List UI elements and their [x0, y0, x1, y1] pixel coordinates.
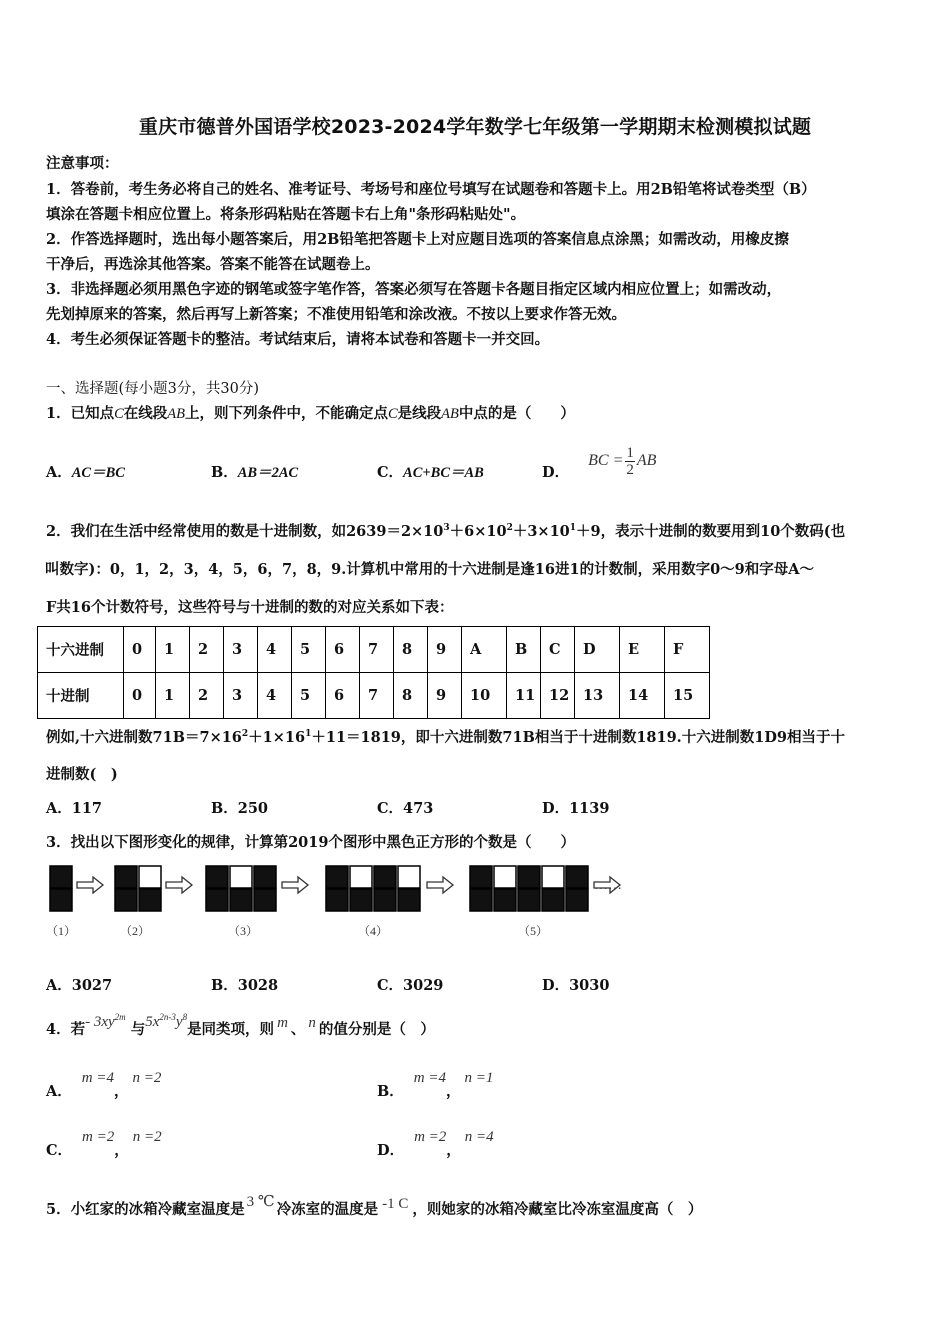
table-cell: 3 — [224, 627, 258, 673]
question-2-line: 2．我们在生活中经常使用的数是十进制数，如$2639=2\times 10^3+6\times 10^2+3\times 10^1+9$，表示十进制的数要用到10个数码(也 — [46, 523, 846, 540]
q1-text: 1．已知点 — [46, 405, 115, 422]
table-row — [38, 627, 710, 673]
question-2-line: 进制数( ) — [46, 766, 118, 783]
q1-text: 是线段 — [397, 405, 442, 422]
notice-line: 干净后，再选涂其他答案。答案不能答在试题卷上。 — [46, 256, 380, 273]
table-cell: 12 — [541, 673, 575, 719]
q3-option-b[interactable]: B．3028 — [211, 977, 279, 994]
table-cell: 13 — [575, 673, 620, 719]
table-cell: F — [665, 627, 710, 673]
table-cell: 0 — [124, 627, 156, 673]
table-cell: E — [620, 627, 665, 673]
q2-option-b[interactable]: B．250 — [211, 800, 269, 817]
table-cell: 9 — [428, 673, 462, 719]
figure-4 — [326, 866, 420, 911]
figure-label: （3） — [228, 924, 259, 938]
figure-label: （1） — [46, 924, 77, 938]
table-cell: 6 — [326, 673, 360, 719]
table-cell: 1 — [156, 627, 190, 673]
table-cell: 4 — [258, 673, 292, 719]
q2-option-d[interactable]: D．1139 — [542, 800, 610, 817]
segment-ab: AB — [441, 406, 459, 422]
table-cell: 3 — [224, 673, 258, 719]
arrow-icon — [77, 877, 103, 893]
q2-option-c[interactable]: C．473 — [377, 800, 434, 817]
table-cell: 15 — [665, 673, 710, 719]
table-cell: 8 — [394, 673, 428, 719]
question-3-stem: 3．找出以下图形变化的规律，计算第2019个图形中黑色正方形的个数是（ ） — [46, 834, 575, 851]
ellipsis: …… — [594, 878, 622, 893]
q1-option-b[interactable]: B．AB＝2AC — [211, 464, 299, 481]
table-cell: 5 — [292, 673, 326, 719]
table-cell: 8 — [394, 627, 428, 673]
q1-option-a[interactable]: A．AC＝BC — [46, 464, 125, 481]
q4-option-c[interactable]: C．m =2，n =2 — [46, 1129, 162, 1159]
figure-2 — [115, 866, 161, 911]
table-cell: D — [575, 627, 620, 673]
notice-line: 先划掉原来的答案，然后再写上新答案；不准使用铅笔和涂改液。不按以上要求作答无效。 — [46, 306, 626, 323]
segment-ab: AB — [167, 406, 185, 422]
table-cell: 2 — [190, 673, 224, 719]
notice-line: 1．答卷前，考生务必将自己的姓名、准考证号、考场号和座位号填写在试题卷和答题卡上。用2B铅笔将试卷类型（B） — [46, 181, 816, 198]
arrow-icon — [282, 877, 308, 893]
q1-text: 中点的是（ ） — [458, 405, 575, 422]
table-cell: 10 — [462, 673, 507, 719]
question-1-stem — [46, 402, 575, 423]
table-cell: A — [462, 627, 507, 673]
point-c: C — [114, 406, 124, 422]
question-2-line: 叫数字)：0，1，2，3，4，5，6，7，8，9.计算机中常用的十六进制是逢16进1的计数制，采用数字0～9和字母A～ — [45, 561, 814, 578]
table-cell: 7 — [360, 673, 394, 719]
row-label: 十六进制 — [38, 627, 124, 673]
figure-3 — [206, 866, 276, 911]
notice-line: 2．作答选择题时，选出每小题答案后，用2B铅笔把答题卡上对应题目选项的答案信息点涂黑；如需改动，用橡皮擦 — [46, 231, 789, 248]
q3-option-a[interactable]: A．3027 — [46, 977, 113, 994]
row-label: 十进制 — [38, 673, 124, 719]
figure-label: （4） — [358, 924, 389, 938]
page-title: 重庆市德普外国语学校2023-2024学年数学七年级第一学期期末检测模拟试题 — [138, 116, 812, 138]
q4-option-b[interactable]: B．m =4，n =1 — [377, 1070, 494, 1100]
q3-option-d[interactable]: D．3030 — [542, 977, 610, 994]
table-cell: 1 — [156, 673, 190, 719]
notice-line: 3．非选择题必须用黑色字迹的钢笔或签字笔作答，答案必须写在答题卡各题目指定区域内相应位置上；如需改动， — [46, 281, 782, 298]
question-2-line: 例如,十六进制数$71B=7\times 16^2+1\times 16^1+11=1819$，即十六进制数71B相当于十进制数1819.十六进制数1D9相当于十 — [46, 729, 845, 746]
notice-heading: 注意事项： — [46, 155, 119, 172]
table-cell: 9 — [428, 627, 462, 673]
section-heading: 一、选择题(每小题3分，共30分) — [46, 381, 259, 397]
q1-text: 上，则下列条件中，不能确定点 — [184, 405, 388, 422]
table-cell: 7 — [360, 627, 394, 673]
question-2-line: F共16个计数符号，这些符号与十进制的数的对应关系如下表： — [46, 599, 454, 616]
table-cell: 2 — [190, 627, 224, 673]
table-cell: 0 — [124, 673, 156, 719]
figure-label: （2） — [120, 924, 151, 938]
q1-text: 在线段 — [123, 405, 168, 422]
point-c: C — [387, 406, 398, 422]
q3-option-c[interactable]: C．3029 — [377, 977, 444, 994]
q4-option-d[interactable]: D．m =2，n =4 — [377, 1129, 494, 1159]
table-cell: B — [507, 627, 541, 673]
table-cell: 11 — [507, 673, 541, 719]
table-cell: 4 — [258, 627, 292, 673]
question-5-stem: 5．小红家的冰箱冷藏室温度是 3 ℃ 冷冻室的温度是 -1 C ，则她家的冰箱冷藏室比冷冻室温度高（ ） — [46, 1194, 703, 1218]
q4-option-a[interactable]: A．m =4，n =2 — [46, 1070, 162, 1100]
figure-label: （5） — [518, 924, 549, 938]
question-4-stem: 4．若- $3xy^{2m}$ 与$5x^{2n-3}y^8$是同类项，则 m 、 n 的值分别是（ ） — [46, 1012, 435, 1038]
table-row — [38, 673, 710, 719]
table-cell: 14 — [620, 673, 665, 719]
hex-decimal-table — [37, 626, 710, 719]
figure-1 — [50, 866, 72, 911]
table-cell: 5 — [292, 627, 326, 673]
q1-option-c[interactable]: C．AC+BC＝AB — [377, 464, 484, 481]
arrow-icon — [427, 877, 453, 893]
figure-5 — [470, 866, 588, 911]
table-cell: 6 — [326, 627, 360, 673]
notice-line: 填涂在答题卡相应位置上。将条形码粘贴在答题卡右上角"条形码粘贴处"。 — [46, 206, 526, 223]
pattern-figure — [46, 862, 676, 918]
q1-option-d[interactable]: D． BC = $\frac{1}{2}$ AB — [542, 444, 657, 481]
q2-option-a[interactable]: A．117 — [46, 800, 103, 817]
table-cell: C — [541, 627, 575, 673]
arrow-icon — [166, 877, 192, 893]
notice-line: 4．考生必须保证答题卡的整洁。考试结束后，请将本试卷和答题卡一并交回。 — [46, 331, 550, 348]
